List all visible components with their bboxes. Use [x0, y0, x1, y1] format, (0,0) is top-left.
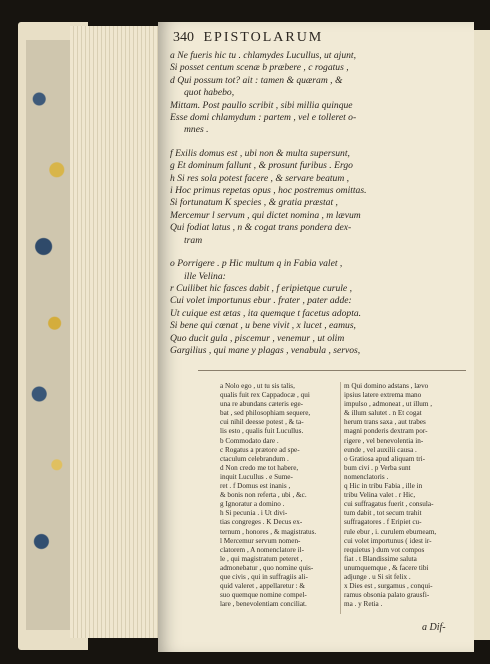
- note-line: & illum salutet . n Et cogat: [344, 409, 422, 418]
- note-line: que civis , qui in suffragiis ali-: [220, 572, 308, 581]
- note-line: suo quemque nomine compel-: [220, 591, 307, 600]
- page-edges: [70, 26, 162, 638]
- note-line: admonebatur , quo nomine quis-: [220, 563, 314, 572]
- note-line: b Commodato dare .: [220, 436, 279, 445]
- note-line: c Rogatus a prætore ad spe-: [220, 445, 300, 454]
- notes-column-left: [220, 382, 338, 609]
- note-line: ret . f Domus est inanis ,: [220, 482, 291, 491]
- verse-line: Esse domi chlamydum : partem , vel e tolleret o-: [170, 112, 357, 124]
- verse-line: o Porrigere . p Hic multum q in Fabia valet ,: [170, 258, 343, 270]
- note-line: q Hic in tribu Fabia , ille in: [344, 482, 423, 491]
- note-line: rigere , vel benevolentia in-: [344, 436, 424, 445]
- book-page: [158, 22, 474, 652]
- note-line: adjunge . u Si sit felix .: [344, 572, 411, 581]
- note-line: una re abundans cæteris ege-: [220, 400, 304, 409]
- verse-line: mnes .: [184, 124, 209, 136]
- note-line: lare , benevolentiam conciliat.: [220, 600, 307, 609]
- verse-line: a Ne fueris hic tu . chlamydes Lucullus, ut ajunt,: [170, 50, 356, 61]
- note-line: nomenclatoris .: [344, 472, 389, 481]
- note-line: cui nihil deesse potest , & ta-: [220, 418, 304, 427]
- verse-line: Mittam. Post paullo scribit , sibi millia quinque: [170, 99, 353, 111]
- note-line: bat , sed philosophiam sequere,: [220, 409, 311, 418]
- note-line: inquit Lucullus . e Sume-: [220, 472, 293, 481]
- note-line: x Dies est , surgamus , conqui-: [344, 582, 433, 591]
- verse-line: Cui volet importunus ebur . frater , pater adde:: [170, 295, 352, 307]
- note-line: cui suffragatus fuerit , consula-: [344, 500, 434, 509]
- verse-line: Si fortunatum K species , & gratia præstat ,: [170, 197, 338, 209]
- verse-line: tram: [184, 234, 203, 246]
- verse-line: Si bene qui cœnat , u bene vivit , x lucet , eamus,: [170, 320, 356, 332]
- marbled-endpaper: [26, 40, 70, 630]
- page-number: 340: [173, 30, 194, 45]
- note-line: eunde , vel auxilii causa .: [344, 445, 417, 454]
- note-line: ma . y Retia .: [344, 600, 383, 609]
- note-line: clatorem , A nomenclatore il-: [220, 545, 305, 554]
- verse-line: d Qui possum tot? ait : tamen & quæram , &: [170, 74, 343, 86]
- notes-divider: [198, 370, 466, 371]
- note-line: impulso , admoneat , ut illum ,: [344, 400, 433, 409]
- note-line: rule ebur , i. curulem eburneam,: [344, 527, 437, 536]
- verse-line: quot habebo,: [184, 87, 235, 99]
- running-head: [173, 30, 473, 46]
- note-line: d Non credo me tot habere,: [220, 463, 299, 472]
- note-line: l Mercemur servum nomen-: [220, 536, 301, 545]
- verse-line: Quo ducit gula , piscemur , venemur , ut olim: [170, 332, 345, 344]
- verse-line: Ut cuique est ætas , ita quemque t facetus adopta.: [170, 307, 362, 319]
- note-line: ipsius latere extrema mano: [344, 391, 422, 400]
- notes-column-right: [344, 382, 468, 609]
- note-line: suffragatores . f Eripiet cu-: [344, 518, 422, 527]
- verse-line: ille Velina:: [184, 270, 226, 282]
- note-line: & bonis non referta , ubi , &c.: [220, 491, 307, 500]
- verse-line: r Cuilibet hic fasces dabit , f eripietque curule ,: [170, 282, 352, 294]
- note-line: requietus ) dum vot compos: [344, 545, 425, 554]
- running-head-title: EPISTOLARUM: [203, 30, 324, 45]
- note-line: o Gratiosa apud aliquam tri-: [344, 454, 426, 463]
- note-line: m Qui domino adstans , lævo: [344, 382, 429, 390]
- note-line: h Si pecunia . i Ut divi-: [220, 509, 288, 518]
- catchword: a Dif-: [422, 622, 446, 633]
- note-line: g Ignoratur a domino .: [220, 500, 285, 509]
- verse-block: [170, 50, 472, 357]
- verse-line: i Hoc primus repetas opus , hoc postremus omittas.: [170, 185, 367, 197]
- note-line: magni ponderis dextram por-: [344, 427, 428, 436]
- column-separator: [340, 382, 341, 614]
- note-line: unumquemque , & facere tibi: [344, 563, 429, 572]
- facing-page-edge: [474, 30, 490, 640]
- note-line: a Nolo ego , ut tu sis talis,: [220, 382, 295, 390]
- verse-line: Qui fodiat latus , n & cogat trans pondera dex-: [170, 222, 352, 234]
- note-line: ramus obsonia palato grausfi-: [344, 591, 430, 600]
- note-line: cui volet importunus ( idest ir-: [344, 536, 432, 545]
- note-line: bum civi . p Verba sunt: [344, 463, 411, 472]
- note-line: qualis fuit rex Cappadocæ , qui: [220, 391, 310, 400]
- verse-line: g Et dominum fallunt , & prosunt furibus . Ergo: [170, 160, 353, 172]
- note-line: le , qui magistratum peteret ,: [220, 554, 303, 563]
- note-line: tribu Velina valet . r Hic,: [344, 491, 416, 500]
- verse-line: Si posset centum scenæ b præbere , c rogatus ,: [170, 62, 349, 74]
- note-line: tias congreges . K Decus ex-: [220, 518, 303, 527]
- verse-line: Mercemur l servum , qui dictet nomina , m lævum: [170, 209, 361, 221]
- note-line: quid valeret , appellaretur : &: [220, 582, 306, 591]
- note-line: ctaculum celebrandum .: [220, 454, 289, 463]
- note-line: herum trans saxa , aut trabes: [344, 418, 426, 427]
- verse-line: h Si res sola potest facere , & servare beatum ,: [170, 172, 350, 184]
- note-line: fiat . t Blandissime saluta: [344, 554, 417, 563]
- verse-line: Gargilius , qui mane y plagas , venabula , servos,: [170, 344, 361, 356]
- note-line: ternum , honores , & magistratus.: [220, 527, 317, 536]
- note-line: tum dabit , tot secum trahit: [344, 509, 422, 518]
- note-line: lis esto , qualis fuit Lucullus.: [220, 427, 304, 436]
- verse-line: f Exilis domus est , ubi non & multa supersunt,: [170, 147, 350, 159]
